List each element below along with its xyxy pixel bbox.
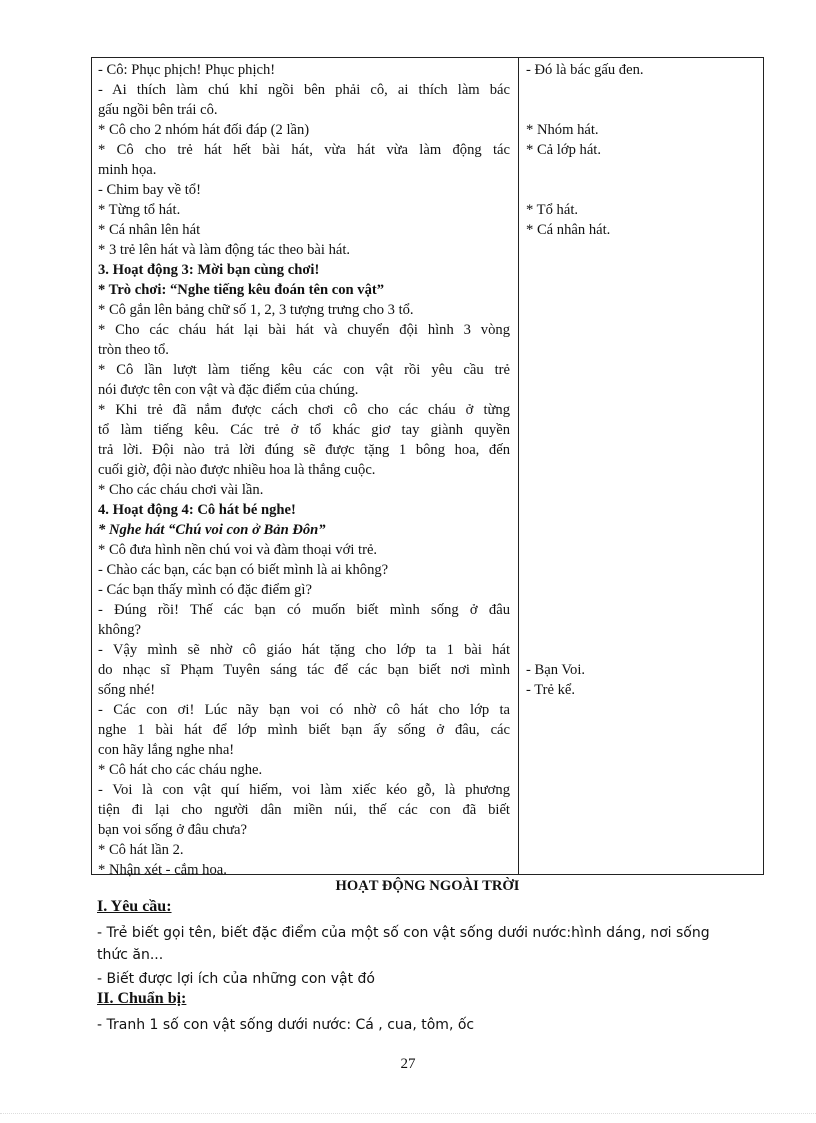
teacher-line: nghe 1 bài hát để lớp mình biết bạn ấy sống ở đâu, các — [98, 722, 510, 738]
teacher-line: tiện đi lại cho người dân miền núi, thế các con đã biết — [98, 802, 510, 818]
teacher-line: - Cô: Phục phịch! Phục phịch! — [98, 62, 276, 78]
child-line — [526, 580, 756, 600]
child-line — [526, 260, 756, 280]
preparation-heading — [97, 990, 762, 1008]
preparation-heading-text: II. Chuẩn bị: — [97, 990, 187, 1007]
requirement-line: thức ăn... — [97, 947, 164, 963]
teacher-line: không? — [98, 622, 141, 638]
teacher-line: * Từng tổ hát. — [98, 202, 181, 218]
child-line — [526, 520, 756, 540]
outdoor-activity-title: HOẠT ĐỘNG NGOÀI TRỜI — [335, 878, 520, 894]
teacher-line: nói được tên con vật và đặc điểm của chúng. — [98, 382, 359, 398]
child-line — [526, 100, 756, 120]
teacher-line: * Cô hát lần 2. — [98, 842, 184, 858]
child-line — [526, 400, 756, 420]
teacher-line: 4. Hoạt động 4: Cô hát bé nghe! — [98, 502, 296, 518]
teacher-line: * Cô cho trẻ hát hết bài hát, vừa hát vừa làm động tác — [98, 142, 510, 158]
child-line — [526, 160, 756, 180]
teacher-line: - Đúng rồi! Thế các bạn có muốn biết mình sống ở đâu — [98, 602, 510, 618]
requirements-heading-text: I. Yêu cầu: — [97, 898, 172, 915]
teacher-line: * Cho các cháu hát lại bài hát và chuyển đội hình 3 vòng — [98, 322, 510, 338]
child-line — [526, 240, 756, 260]
requirements-heading — [97, 898, 762, 916]
child-line — [526, 380, 756, 400]
teacher-line: - Các bạn thấy mình có đặc điểm gì? — [98, 582, 312, 598]
page-number: 27 — [400, 1056, 416, 1072]
child-line — [526, 340, 756, 360]
teacher-line: * Cô gắn lên bảng chữ số 1, 2, 3 tượng trưng cho 3 tổ. — [98, 302, 414, 318]
child-line: * Cả lớp hát. — [526, 142, 601, 158]
child-line — [526, 420, 756, 440]
teacher-line: * Cá nhân lên hát — [98, 222, 201, 238]
teacher-line: * Cô hát cho các cháu nghe. — [98, 762, 263, 778]
teacher-line: * Cô đưa hình nền chú voi và đàm thoại với trẻ. — [98, 542, 378, 558]
child-line — [526, 480, 756, 500]
child-line — [526, 300, 756, 320]
teacher-line: - Các con ơi! Lúc nãy bạn voi có nhờ cô hát cho lớp ta — [98, 702, 510, 718]
child-line — [526, 80, 756, 100]
child-line: * Tổ hát. — [526, 202, 579, 218]
teacher-line: * Cô lần lượt làm tiếng kêu các con vật rồi yêu cầu trẻ — [98, 362, 510, 378]
requirement-line: - Biết được lợi ích của những con vật đó — [97, 971, 375, 987]
teacher-line: - Chim bay về tổ! — [98, 182, 201, 198]
child-line: * Cá nhân hát. — [526, 222, 611, 238]
child-line — [526, 280, 756, 300]
child-line — [526, 560, 756, 580]
child-line — [526, 500, 756, 520]
teacher-line: - Ai thích làm chú khỉ ngồi bên phải cô, ai thích làm bác — [98, 82, 510, 98]
teacher-line: minh họa. — [98, 162, 157, 178]
requirement-line: - Trẻ biết gọi tên, biết đặc điểm của một số con vật sống dưới nước:hình dáng, nơi sống — [97, 925, 710, 941]
teacher-line: sống nhé! — [98, 682, 156, 698]
teacher-activities-column — [98, 60, 510, 880]
preparation-line: - Tranh 1 số con vật sống dưới nước: Cá , cua, tôm, ốc — [97, 1017, 475, 1033]
child-line — [526, 460, 756, 480]
teacher-line: * Trò chơi: “Nghe tiếng kêu đoán tên con vật” — [98, 282, 385, 298]
requirements-text — [97, 922, 762, 966]
teacher-line: * Cô cho 2 nhóm hát đối đáp (2 lần) — [98, 122, 310, 138]
teacher-line: tròn theo tổ. — [98, 342, 169, 358]
teacher-line: trả lời. Đội nào trả lời đúng sẽ được tặng 1 bông hoa, đến — [98, 442, 510, 458]
teacher-line: cuối giờ, đội nào được nhiều hoa là thắng cuộc. — [98, 462, 376, 478]
child-line — [526, 180, 756, 200]
teacher-line: - Vậy mình sẽ nhờ cô giáo hát tặng cho lớp ta 1 bài hát — [98, 642, 510, 658]
teacher-line: 3. Hoạt động 3: Mời bạn cùng chơi! — [98, 262, 320, 278]
column-divider — [518, 58, 519, 874]
teacher-line: - Voi là con vật quí hiếm, voi làm xiếc kéo gỗ, là phương — [98, 782, 510, 798]
child-line — [526, 600, 756, 620]
child-line — [526, 620, 756, 640]
child-line: - Trẻ kể. — [526, 682, 576, 698]
child-line: - Đó là bác gấu đen. — [526, 62, 644, 78]
child-line — [526, 540, 756, 560]
child-line: - Bạn Voi. — [526, 662, 586, 678]
footer-rule — [0, 1113, 816, 1114]
teacher-line: * Nhận xét - cắm hoa. — [98, 862, 227, 878]
teacher-line: do nhạc sĩ Phạm Tuyên sáng tác để các bạn biết nơi mình — [98, 662, 510, 678]
teacher-line: con hãy lắng nghe nha! — [98, 742, 235, 758]
teacher-line: * Cho các cháu chơi vài lần. — [98, 482, 264, 498]
child-activities-column — [526, 60, 756, 700]
child-line — [526, 440, 756, 460]
child-line — [526, 320, 756, 340]
teacher-line: * Khi trẻ đã nắm được cách chơi cô cho các cháu ở từng — [98, 402, 510, 418]
teacher-line: - Chào các bạn, các bạn có biết mình là ai không? — [98, 562, 389, 578]
activity-table — [91, 57, 764, 878]
teacher-line: tổ làm tiếng kêu. Các trẻ ở tổ khác giơ tay giành quyền — [98, 422, 510, 438]
teacher-line: bạn voi sống ở đâu chưa? — [98, 822, 247, 838]
child-line: * Nhóm hát. — [526, 122, 599, 138]
teacher-line: * Nghe hát “Chú voi con ở Bản Đôn” — [98, 522, 326, 538]
child-line — [526, 640, 756, 660]
teacher-line: * 3 trẻ lên hát và làm động tác theo bài hát. — [98, 242, 351, 258]
child-line — [526, 360, 756, 380]
teacher-line: gấu ngồi bên trái cô. — [98, 102, 218, 118]
